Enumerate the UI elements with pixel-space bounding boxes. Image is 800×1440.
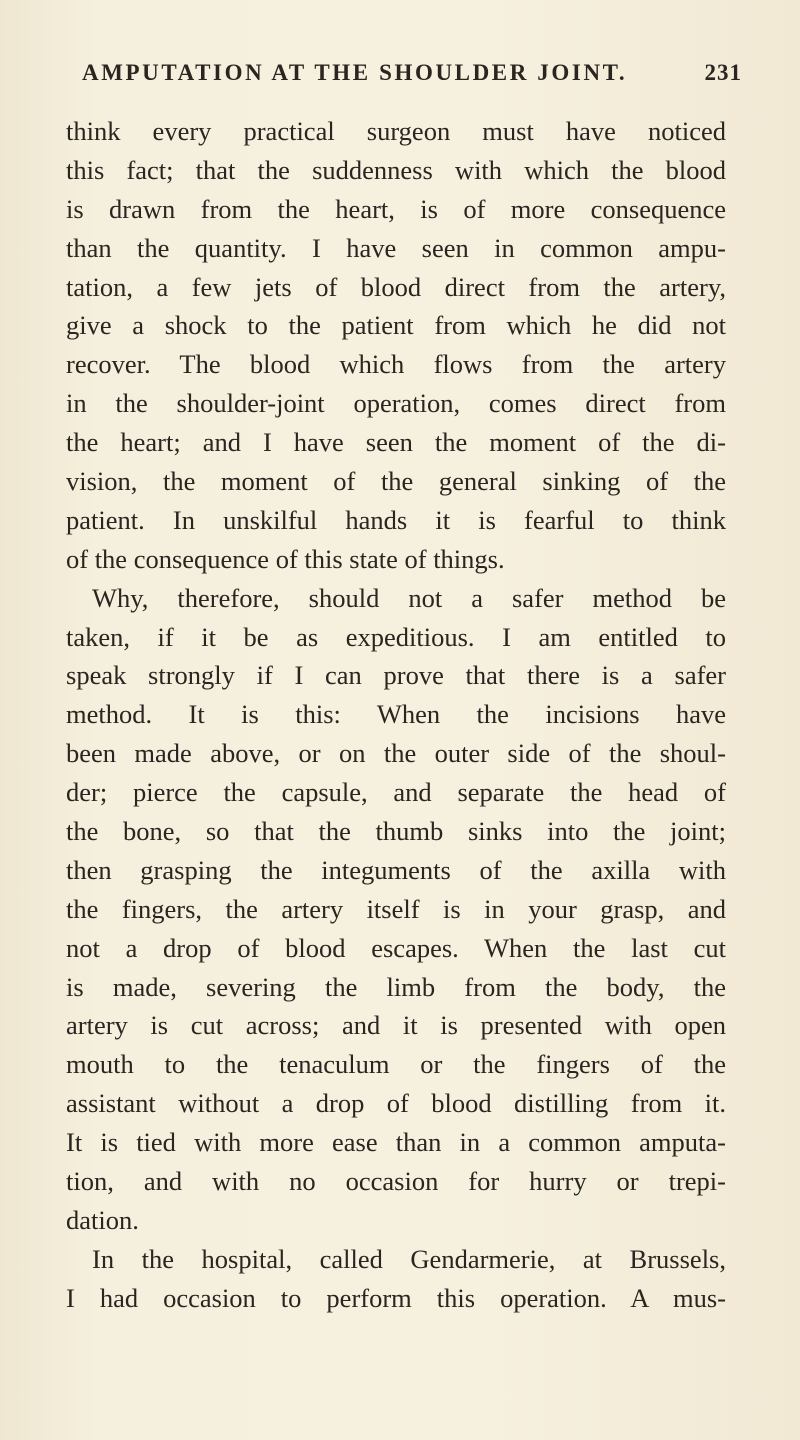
text-line: the heart; and I have seen the moment of the di- — [66, 427, 726, 458]
text-line: been made above, or on the outer side of the shoul- — [66, 738, 726, 769]
text-line: then grasping the integuments of the axilla with — [66, 854, 726, 885]
text-line: the fingers, the artery itself is in your grasp, and — [66, 893, 726, 924]
text-line: tation, a few jets of blood direct from the artery, — [66, 271, 726, 302]
text-line: this fact; that the suddenness with which the blood — [66, 154, 726, 185]
text-line: speak strongly if I can prove that there is a safer — [66, 660, 726, 691]
running-head — [82, 60, 742, 86]
text-line: taken, if it be as expeditious. I am entitled to — [66, 621, 726, 652]
text-line: is made, severing the limb from the body, the — [66, 971, 726, 1002]
text-line: is drawn from the heart, is of more consequence — [66, 193, 726, 224]
text-line: dation. — [66, 1204, 139, 1235]
text-line: in the shoulder-joint operation, comes direct from — [66, 388, 726, 419]
text-line: der; pierce the capsule, and separate the head of — [66, 777, 726, 808]
text-line: Why, therefore, should not a safer method be — [92, 582, 726, 613]
text-line: tion, and with no occasion for hurry or trepi- — [66, 1166, 726, 1197]
text-line: patient. In unskilful hands it is fearful to think — [66, 504, 726, 535]
body-text — [66, 112, 726, 1318]
text-line: the bone, so that the thumb sinks into the joint; — [66, 816, 726, 847]
text-line: method. It is this: When the incisions have — [66, 699, 726, 730]
text-line: than the quantity. I have seen in common ampu- — [66, 232, 726, 263]
page-number: 231 — [704, 60, 742, 85]
text-line: In the hospital, called Gendarmerie, at Brussels, — [92, 1243, 726, 1274]
text-line: recover. The blood which flows from the artery — [66, 349, 726, 380]
text-line: artery is cut across; and it is presented with open — [66, 1010, 726, 1041]
text-line: not a drop of blood escapes. When the last cut — [66, 932, 726, 963]
text-line: vision, the moment of the general sinking of the — [66, 466, 726, 497]
text-line: think every practical surgeon must have noticed — [66, 116, 726, 146]
text-line: of the consequence of this state of things. — [66, 543, 505, 574]
text-line: assistant without a drop of blood distilling from it. — [66, 1088, 726, 1119]
text-line: I had occasion to perform this operation. A mus- — [66, 1282, 726, 1313]
text-line: It is tied with more ease than in a common amputa- — [66, 1127, 726, 1158]
text-line: mouth to the tenaculum or the fingers of the — [66, 1049, 726, 1080]
text-line: give a shock to the patient from which he did not — [66, 310, 726, 341]
running-title: AMPUTATION AT THE SHOULDER JOINT. — [82, 60, 628, 85]
